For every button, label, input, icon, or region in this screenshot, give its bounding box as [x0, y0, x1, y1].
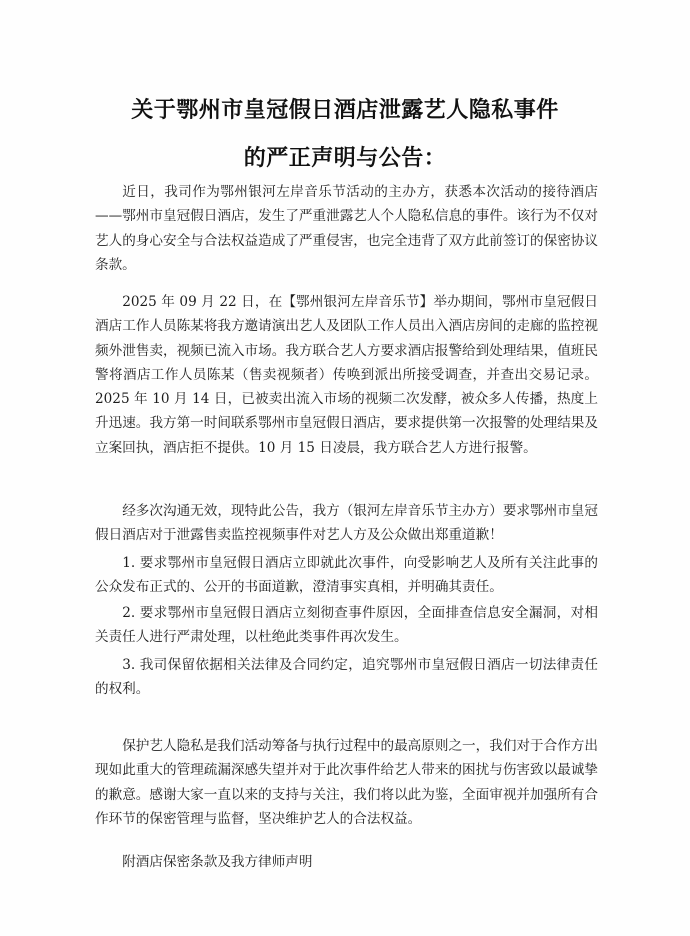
paragraph-incident: 2025 年 09 月 22 日，在【鄂州银河左岸音乐节】举办期间，鄂州市皇冠假日酒店工作人员陈某将我方邀请演出艺人及团队工作人员出入酒店房间的走廊的监控视频外泄售卖，视频已流入市场。我方联合艺人方要求酒店报警给到处理结果，值班民警将酒店工作人员陈某（售卖视频者）传唤到派出所接受调查，并查出交易记录。2025 年 10 月 14 日，已被卖出流入市场的视频二次发酵，被众多人传播，热度上升迅速。我方第一时间联系鄂州市皇冠假日酒店，要求提供第一次报警的处理结果及立案回执，酒店拒不提供。10 月 15 日凌晨，我方联合艺人方进行报警。 [95, 294, 598, 456]
demand-item-3: 3. 我司保留依据相关法律及合同约定，追究鄂州市皇冠假日酒店一切法律责任的权利。 [95, 657, 598, 698]
paragraph-intro: 近日，我司作为鄂州银河左岸音乐节活动的主办方，获悉本次活动的接待酒店——鄂州市皇冠假日酒店，发生了严重泄露艺人个人隐私信息的事件。该行为不仅对艺人的身心安全与合法权益造成了严重侵害，也完全违背了双方此前签订的保密协议条款。 [95, 184, 598, 273]
statement-title-line-2: 的严正声明与公告： [243, 146, 447, 171]
statement-title-line-1: 关于鄂州市皇冠假日酒店泄露艺人隐私事件 [131, 98, 559, 123]
paragraph-announcement: 经多次沟通无效，现特此公告，我方（银河左岸音乐节主办方）要求鄂州市皇冠假日酒店对于泄露售卖监控视频事件对艺人方及公众做出郑重道歉！ [95, 503, 598, 544]
demand-item-1: 1. 要求鄂州市皇冠假日酒店立即就此次事件，向受影响艺人及所有关注此事的公众发布正式的、公开的书面道歉，澄清事实真相，并明确其责任。 [95, 555, 598, 596]
attachment-note: 附酒店保密条款及我方律师声明 [122, 854, 313, 870]
demand-item-2: 2. 要求鄂州市皇冠假日酒店立刻彻查事件原因，全面排查信息安全漏洞，对相关责任人进行严肃处理，以杜绝此类事件再次发生。 [95, 605, 598, 646]
paragraph-closing: 保护艺人隐私是我们活动筹备与执行过程中的最高原则之一，我们对于合作方出现如此重大的管理疏漏深感失望并对于此次事件给艺人带来的困扰与伤害致以最诚挚的歉意。感谢大家一直以来的支持与关注，我们将以此为鉴，全面审视并加强所有合作环节的保密管理与监督，坚决维护艺人的合法权益。 [95, 738, 598, 827]
